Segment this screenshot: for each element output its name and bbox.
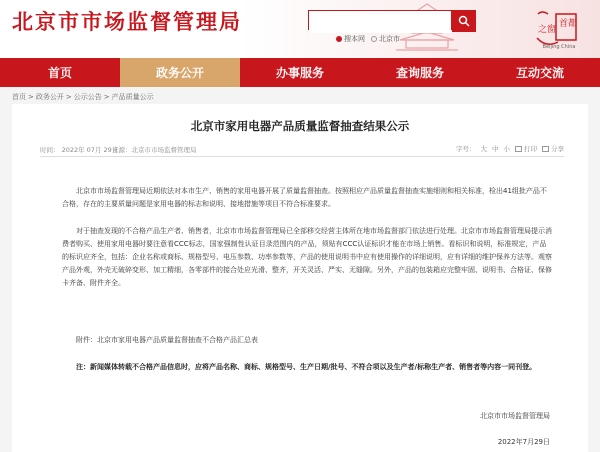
radio-dot-icon (371, 36, 377, 42)
search-input[interactable] (309, 15, 451, 33)
nav-home[interactable]: 首页 (47, 66, 72, 80)
breadcrumb-quality-announcement[interactable]: 产品质量公示 (111, 93, 154, 101)
signature: 北京市市场监督管理局 (480, 412, 550, 420)
breadcrumb-government-affairs[interactable]: 政务公开 (35, 93, 64, 101)
logo-text-bottom: 之窗 (538, 25, 557, 35)
nav-query[interactable]: 查询服务 (395, 66, 444, 80)
site-header (0, 0, 600, 58)
main-nav (0, 58, 600, 87)
search-box (308, 10, 452, 30)
font-medium-button[interactable]: 中 (492, 145, 499, 153)
nav-services[interactable]: 办事服务 (275, 66, 324, 80)
breadcrumb-announcements[interactable]: 公示公告 (73, 93, 102, 101)
font-small-button[interactable]: 小 (503, 145, 510, 153)
breadcrumb-separator: > (65, 93, 72, 101)
article-source: 来源：北京市市场监督管理局 (112, 146, 197, 154)
signature-date: 2022年7月29日 (497, 438, 550, 446)
font-size-label: 字号： (456, 145, 476, 153)
radio-dot-icon (336, 36, 342, 42)
search-icon (458, 15, 470, 27)
printer-icon (515, 146, 522, 152)
logo-subtitle: Beijing China (542, 44, 576, 50)
font-large-button[interactable]: 大 (480, 145, 487, 153)
article-title: 北京市家用电器产品质量监督抽查结果公示 (190, 119, 410, 133)
print-button[interactable]: 打印 (515, 144, 537, 153)
search-button[interactable] (452, 10, 476, 32)
site-title[interactable]: 北京市市场监督管理局 (12, 10, 242, 34)
title-divider (40, 156, 564, 157)
search-scope (336, 34, 400, 44)
article-meta (40, 143, 564, 157)
scope-radio-site[interactable]: 搜本网 (336, 34, 365, 44)
share-button[interactable]: 分享 (542, 144, 564, 153)
nav-government-affairs[interactable]: 政务公开 (120, 58, 240, 87)
scope-radio-city[interactable]: 北京市 (371, 34, 400, 44)
nav-interaction[interactable]: 互动交流 (515, 66, 564, 80)
article-paragraph-2: 对于抽查发现的不合格产品生产者、销售者，北京市市场监督管理局已全部移交经营主体所在地市场监督部门依法进行处理。北京市市场监督管理局提示消费者购买、使用家用电器时要注意看CCC标志，国家强制性认证目录范围内的产品，须贴有CCC认证标识才能在市场上销售。看标识和说明，标准规定，产品的标识应齐全，包括：企业名称或商标、规格型号、电压参数、功率参数等，产品的使用说明书中应有使用操作的详细说明，应有详细的维护保养方法等。观察产品外观，外壳无破碎变形、加工精细，各零部件的接合处应光滑、整齐，开关灵活、严实、无缝隙。另外，产品的包装箱应完整牢固、说明书、合格证、保修卡齐备、附件齐全。 (62, 227, 552, 287)
breadcrumb (12, 92, 154, 102)
article-paragraph-1: 北京市市场监督管理局近期依法对本市生产、销售的家用电器开展了质量监督抽查。按照相应产品质量监督抽查实施细则和相关标准，检出41组批产品不合格，存在的主要质量问题是家用电器的标志和说明、接地措施等项目不符合标准要求。 (62, 187, 547, 208)
article-date: 时间： 2022年 07月 29日 (40, 146, 119, 154)
attachment-link[interactable]: 附件：北京市家用电器产品质量监督抽查不合格产品汇总表 (76, 336, 258, 344)
breadcrumb-home[interactable]: 首页 (12, 93, 26, 101)
breadcrumb-separator: > (103, 93, 110, 101)
media-notice: 注：新闻媒体转载不合格产品信息时，应将产品名称、商标、规格型号、生产日期/批号、不符合项以及生产者/标称生产者、销售者等内容一同刊登。 (76, 363, 537, 371)
share-icon (542, 146, 549, 152)
article-container (12, 104, 588, 452)
logo-text-top: 首都 (559, 19, 578, 29)
breadcrumb-separator: > (28, 93, 34, 101)
article-tools (456, 144, 564, 153)
